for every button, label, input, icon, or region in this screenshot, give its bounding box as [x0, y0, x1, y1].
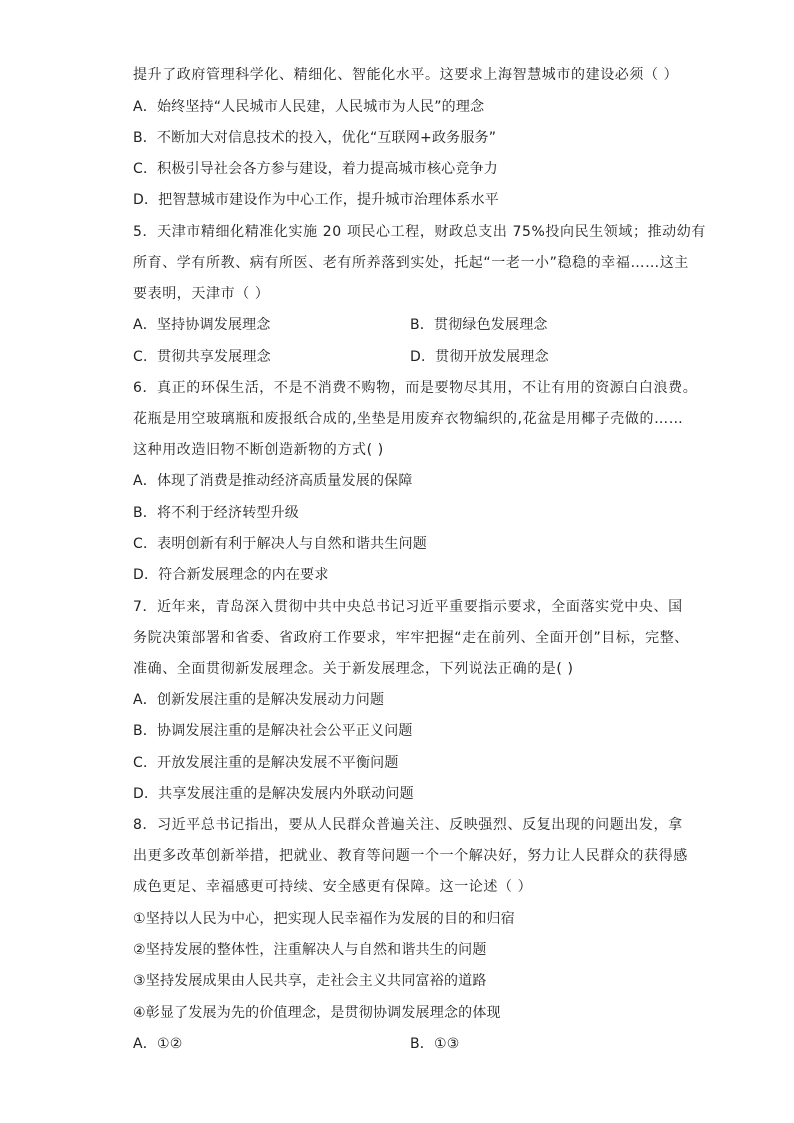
q8-option-b[interactable]: B．①③: [410, 1036, 460, 1052]
q7-stem-line-3: 准确、全面贯彻新发展理念。关于新发展理念，下列说法正确的是( ): [133, 661, 574, 677]
q7-option-b[interactable]: B．协调发展注重的是解决社会公平正义问题: [133, 723, 413, 739]
q6-option-d[interactable]: D．符合新发展理念的内在要求: [133, 567, 329, 583]
q6-option-b[interactable]: B．将不利于经济转型升级: [133, 505, 300, 521]
q5-option-a[interactable]: A．坚持协调发展理念: [133, 317, 271, 333]
q6-option-c[interactable]: C．表明创新有利于解决人与自然和谐共生问题: [133, 536, 427, 552]
q5-stem-line-1: 5．天津市精细化精准化实施 20 项民心工程，财政总支出 75%投向民生领域；推动幼有: [133, 224, 706, 240]
q8-statement-2: ②坚持发展的整体性，注重解决人与自然和谐共生的问题: [133, 942, 487, 958]
q4-option-c[interactable]: C．积极引导社会各方参与建设，着力提高城市核心竞争力: [133, 161, 498, 177]
q8-statement-4: ④彰显了发展为先的价值理念，是贯彻协调发展理念的体现: [133, 1005, 501, 1021]
q8-stem-line-3: 成色更足、幸福感更可持续、安全感更有保障。这一论述（ ）: [133, 879, 533, 895]
q5-option-d[interactable]: D．贯彻开放发展理念: [410, 349, 549, 365]
q6-option-a[interactable]: A．体现了消费是推动经济高质量发展的保障: [133, 473, 413, 489]
q8-statement-1: ①坚持以人民为中心，把实现人民幸福作为发展的目的和归宿: [133, 911, 515, 927]
q5-option-b[interactable]: B．贯彻绿色发展理念: [410, 317, 548, 333]
q5-option-c[interactable]: C．贯彻共享发展理念: [133, 349, 271, 365]
q7-option-c[interactable]: C．开放发展注重的是解决发展不平衡问题: [133, 755, 399, 771]
q6-stem-line-2: 花瓶是用空玻璃瓶和废报纸合成的,坐垫是用废弃衣物编织的,花盆是用椰子壳做的……: [133, 411, 684, 427]
q7-stem-line-2: 务院决策部署和省委、省政府工作要求，牢牢把握“走在前列、全面开创”目标，完整、: [133, 630, 689, 646]
q5-stem-line-2: 所育、学有所教、病有所医、老有所养落到实处，托起“一老一小”稳稳的幸福……这主: [133, 255, 689, 271]
q6-stem-line-1: 6．真正的环保生活，不是不消费不购物，而是要物尽其用，不让有用的资源白白浪费。: [133, 380, 698, 396]
q6-stem-line-3: 这种用改造旧物不断创造新物的方式( ): [133, 442, 384, 458]
q7-option-d[interactable]: D．共享发展注重的是解决发展内外联动问题: [133, 786, 414, 802]
q4-stem-line: 提升了政府管理科学化、精细化、智能化水平。这要求上海智慧城市的建设必须（ ）: [133, 67, 679, 83]
q8-stem-line-2: 出更多改革创新举措，把就业、教育等问题一个一个解决好，努力让人民群众的获得感: [133, 848, 688, 864]
q4-option-b[interactable]: B．不断加大对信息技术的投入，优化“互联网+政务服务”: [133, 130, 497, 146]
q8-statement-3: ③坚持发展成果由人民共享，走社会主义共同富裕的道路: [133, 973, 487, 989]
q5-stem-line-3: 要表明，天津市（ ）: [133, 286, 270, 302]
q8-option-a[interactable]: A．①②: [133, 1036, 183, 1052]
q7-stem-line-1: 7．近年来，青岛深入贯彻中共中央总书记习近平重要指示要求，全面落实党中央、国: [133, 599, 683, 615]
q4-option-a[interactable]: A．始终坚持“人民城市人民建，人民城市为人民”的理念: [133, 99, 485, 115]
q4-option-d[interactable]: D．把智慧城市建设作为中心工作，提升城市治理体系水平: [133, 192, 499, 208]
q7-option-a[interactable]: A．创新发展注重的是解决发展动力问题: [133, 692, 385, 708]
q8-stem-line-1: 8．习近平总书记指出，要从人民群众普遍关注、反映强烈、反复出现的问题出发，拿: [133, 817, 683, 833]
